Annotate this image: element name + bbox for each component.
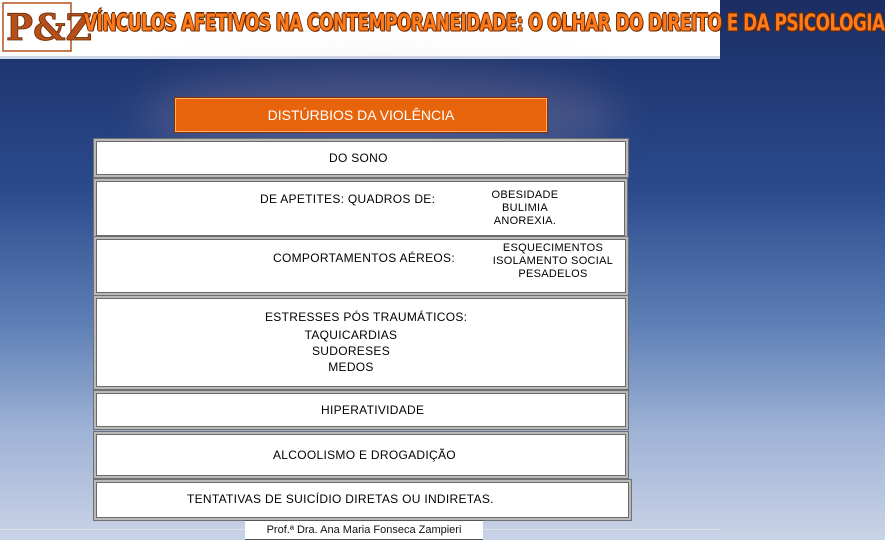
list-item: TAQUICARDIAS — [304, 328, 398, 342]
item-sono-label: DO SONO — [329, 151, 388, 165]
item-apetites-list — [480, 189, 570, 228]
item-comportamentos-list — [484, 242, 622, 281]
list-item: ESQUECIMENTOS — [502, 242, 604, 254]
list-item: ANOREXIA. — [493, 215, 557, 227]
item-apetites-label: DE APETITES: QUADROS DE: — [260, 192, 436, 206]
item-hiperatividade — [96, 393, 626, 427]
footer-rule-left — [0, 529, 245, 530]
item-comportamentos-label: COMPORTAMENTOS AÉREOS: — [273, 251, 455, 265]
header-bar — [0, 0, 885, 59]
slide-header-title: VÍNCULOS AFETIVOS NA CONTEMPORANEIDADE: O OLHAR DO DIREITO E DA PSICOLOGIA — [84, 10, 885, 37]
item-alcoolismo — [96, 434, 626, 476]
item-tentativas — [96, 482, 629, 518]
list-item: MEDOS — [328, 360, 374, 374]
list-item: ISOLAMENTO SOCIAL — [492, 255, 614, 267]
item-estresses-list — [281, 327, 421, 375]
item-estresses — [96, 298, 626, 387]
item-tentativas-label: TENTATIVAS DE SUICÍDIO DIRETAS OU INDIRETAS. — [187, 492, 494, 506]
footer-rule-right — [483, 529, 720, 530]
item-hiperatividade-label: HIPERATIVIDADE — [321, 403, 425, 417]
item-apetites — [96, 181, 625, 236]
section-heading: DISTÚRBIOS DA VIOLÊNCIA — [174, 97, 548, 133]
pz-logo — [2, 2, 92, 52]
list-item: BULIMIA — [501, 202, 549, 214]
list-item: SUDORESES — [311, 344, 391, 358]
list-item: PESADELOS — [518, 268, 588, 280]
svg-text:P&Z: P&Z — [6, 7, 92, 49]
item-estresses-label: ESTRESSES PÓS TRAUMÁTICOS: — [265, 310, 468, 324]
list-item: OBESIDADE — [491, 189, 559, 201]
item-alcoolismo-label: ALCOOLISMO E DROGADIÇÃO — [273, 448, 456, 462]
item-comportamentos — [96, 239, 626, 293]
item-sono — [96, 141, 626, 175]
footer-author: Prof.ª Dra. Ana Maria Fonseca Zampieri — [245, 520, 483, 540]
